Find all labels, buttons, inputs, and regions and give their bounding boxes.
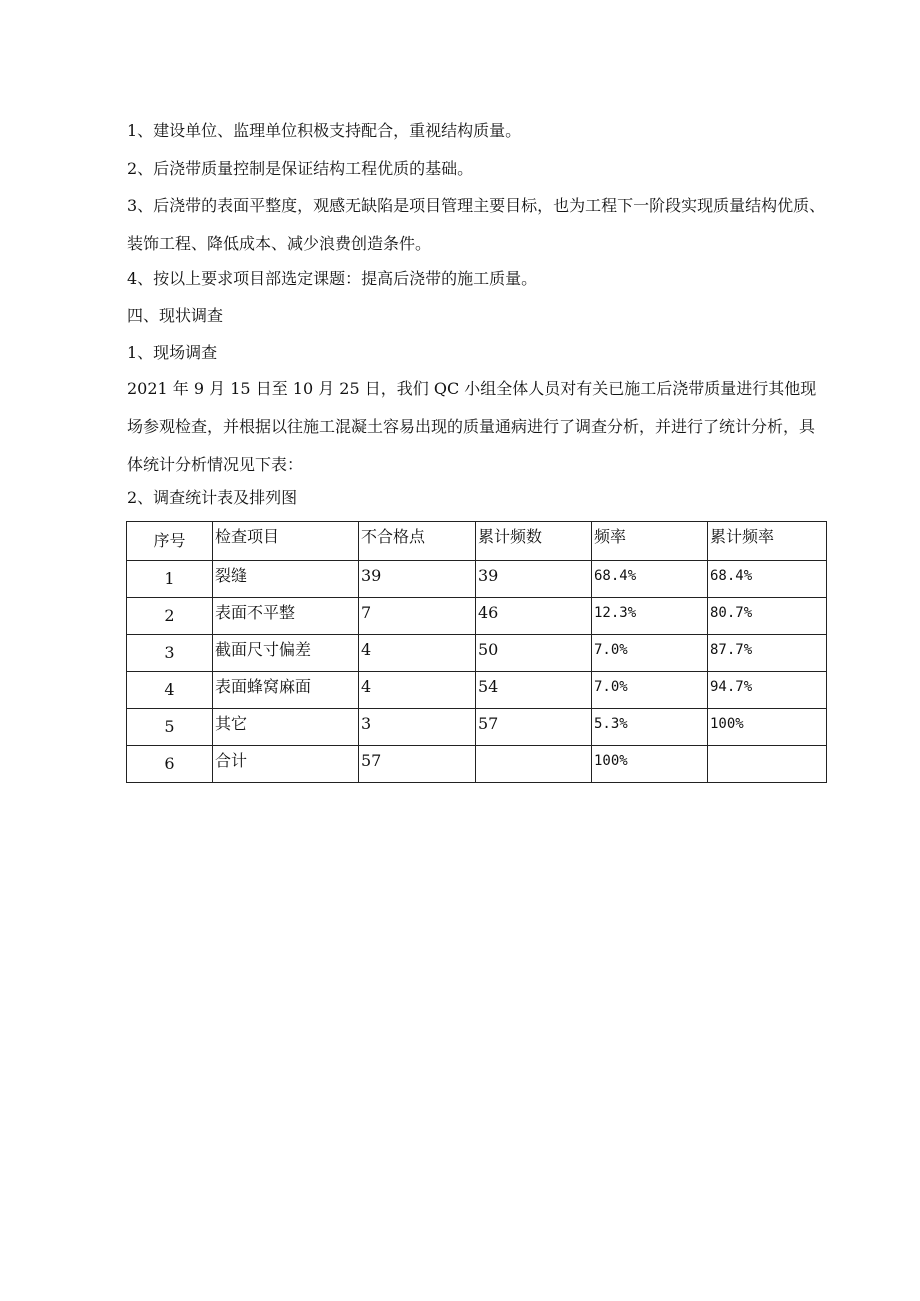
cell-index: 5 (127, 709, 213, 746)
cell-frequency: 68.4% (592, 561, 708, 598)
cell-defects: 4 (359, 672, 476, 709)
cell-cumulative-count: 50 (476, 635, 592, 672)
cell-cumulative-frequency: 100% (708, 709, 827, 746)
cell-cumulative-count: 57 (476, 709, 592, 746)
header-cell-cumulative-count: 累计频数 (476, 522, 592, 561)
cell-defects: 57 (359, 746, 476, 783)
cell-item: 合计 (213, 746, 359, 783)
cell-cumulative-frequency: 87.7% (708, 635, 827, 672)
cell-item: 表面蜂窝麻面 (213, 672, 359, 709)
cell-frequency: 100% (592, 746, 708, 783)
header-cell-index: 序号 (127, 522, 213, 561)
table-row (127, 598, 827, 635)
cell-cumulative-count: 39 (476, 561, 592, 598)
header-cell-defects: 不合格点 (359, 522, 476, 561)
subheading-statistics-table: 2、调查统计表及排列图 (127, 488, 298, 507)
cell-defects: 4 (359, 635, 476, 672)
cell-frequency: 7.0% (592, 635, 708, 672)
cell-defects: 7 (359, 598, 476, 635)
table-row (127, 561, 827, 598)
cell-cumulative-frequency (708, 746, 827, 783)
table-header-row (127, 522, 827, 561)
cell-cumulative-count (476, 746, 592, 783)
cell-index: 6 (127, 746, 213, 783)
cell-item: 截面尺寸偏差 (213, 635, 359, 672)
cell-index: 2 (127, 598, 213, 635)
paragraph-4: 4、按以上要求项目部选定课题：提高后浇带的施工质量。 (127, 269, 538, 288)
statistics-table (126, 521, 827, 783)
table-row (127, 709, 827, 746)
paragraph-2: 2、后浇带质量控制是保证结构工程优质的基础。 (127, 159, 474, 178)
cell-index: 3 (127, 635, 213, 672)
cell-cumulative-frequency: 68.4% (708, 561, 827, 598)
header-cell-frequency: 频率 (592, 522, 708, 561)
cell-defects: 3 (359, 709, 476, 746)
cell-cumulative-frequency: 94.7% (708, 672, 827, 709)
cell-index: 4 (127, 672, 213, 709)
cell-cumulative-frequency: 80.7% (708, 598, 827, 635)
cell-cumulative-count: 46 (476, 598, 592, 635)
subheading-site-survey: 1、现场调查 (127, 343, 218, 362)
cell-index: 1 (127, 561, 213, 598)
cell-cumulative-count: 54 (476, 672, 592, 709)
cell-frequency: 7.0% (592, 672, 708, 709)
header-cell-item: 检查项目 (213, 522, 359, 561)
header-cell-cumulative-frequency: 累计频率 (708, 522, 827, 561)
paragraph-1: 1、建设单位、监理单位积极支持配合，重视结构质量。 (127, 121, 522, 140)
paragraph-survey-description: 2021 年 9 月 15 日至 10 月 25 日，我们 QC 小组全体人员对有关已施工后浇带质量进行其他现场参观检查，并根据以往施工混凝土容易出现的质量通病进行了调查分析，并进行了统计分析，具体统计分析情况见下表： (127, 379, 817, 474)
table-row (127, 635, 827, 672)
table-row-total (127, 746, 827, 783)
cell-item: 其它 (213, 709, 359, 746)
cell-item: 裂缝 (213, 561, 359, 598)
cell-frequency: 5.3% (592, 709, 708, 746)
paragraph-3: 3、后浇带的表面平整度，观感无缺陷是项目管理主要目标，也为工程下一阶段实现质量结构优质、装饰工程、降低成本、减少浪费创造条件。 (127, 196, 826, 253)
cell-defects: 39 (359, 561, 476, 598)
section-heading-status-survey: 四、现状调查 (127, 306, 224, 325)
cell-item: 表面不平整 (213, 598, 359, 635)
table-row (127, 672, 827, 709)
cell-frequency: 12.3% (592, 598, 708, 635)
